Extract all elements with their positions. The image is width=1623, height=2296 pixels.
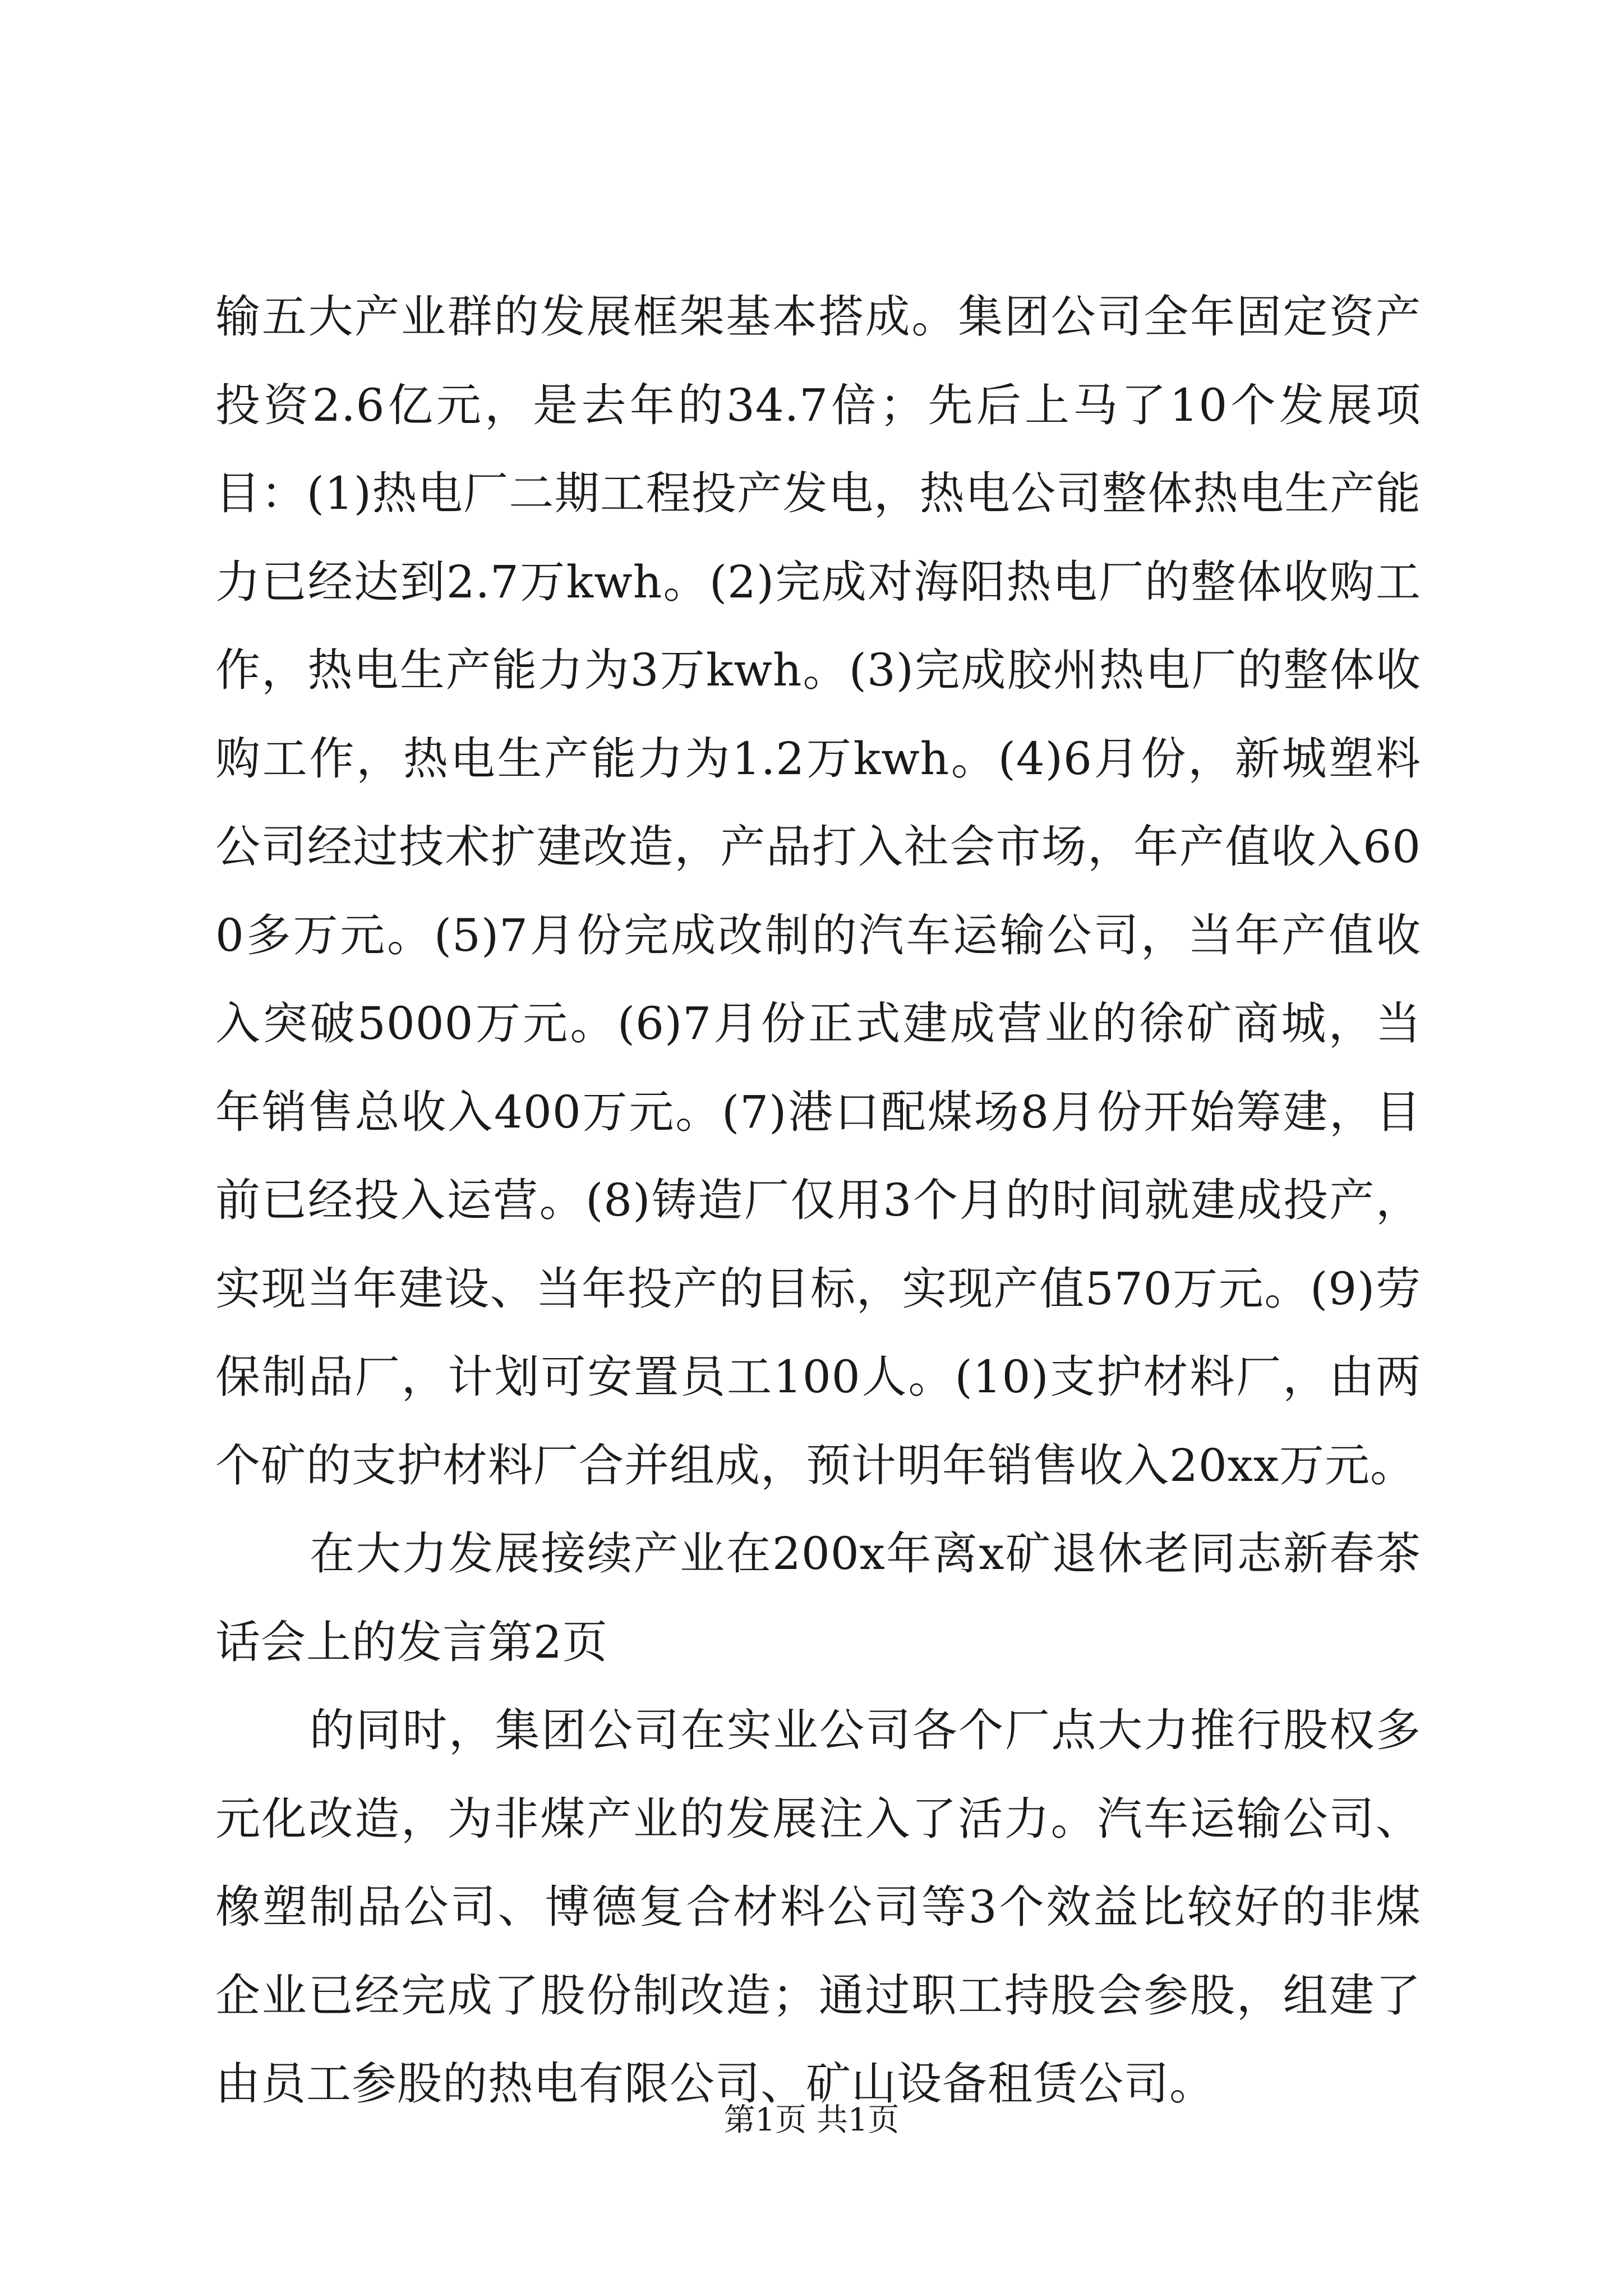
page-footer: 第1页 共1页	[723, 2102, 900, 2138]
paragraph-heading: 在大力发展接续产业在200x年离x矿退休老同志新春茶话会上的发言第2页	[215, 1527, 1421, 1668]
paragraph-reform: 的同时，集团公司在实业公司各个厂点大力推行股权多元化改造，为非煤产业的发展注入了活力。汽车运输公司、橡塑制品公司、博德复合材料公司等3个效益比较好的非煤企业已经完成了股份制改造；通过职工持股会参股，组建了由员工参股的热电有限公司、矿山设备租赁公司。	[215, 1704, 1421, 2110]
paragraph-projects: 输五大产业群的发展框架基本搭成。集团公司全年固定资产投资2.6亿元，是去年的34.7倍；先后上马了10个发展项目：(1)热电厂二期工程投产发电，热电公司整体热电生产能力已经达到2.7万kwh。(2)完成对海阳热电厂的整体收购工作，热电生产能力为3万kwh。(3)完成胶州热电厂的整体收购工作，热电生产能力为1.2万kwh。(4)6月份，新城塑料公司经过技术扩建改造，产品打入社会市场，年产值收入600多万元。(5)7月份完成改制的汽车运输公司，当年产值收入突破5000万元。(6)7月份正式建成营业的徐矿商城，当年销售总收入400万元。(7)港口配煤场8月份开始筹建，目前已经投入运营。(8)铸造厂仅用3个月的时间就建成投产，实现当年建设、当年投产的目标，实现产值570万元。(9)劳保制品厂，计划可安置员工100人。(10)支护材料厂，由两个矿的支护材料厂合并组成，预计明年销售收入20xx万元。	[215, 291, 1421, 1492]
body-text	[215, 273, 1421, 2128]
